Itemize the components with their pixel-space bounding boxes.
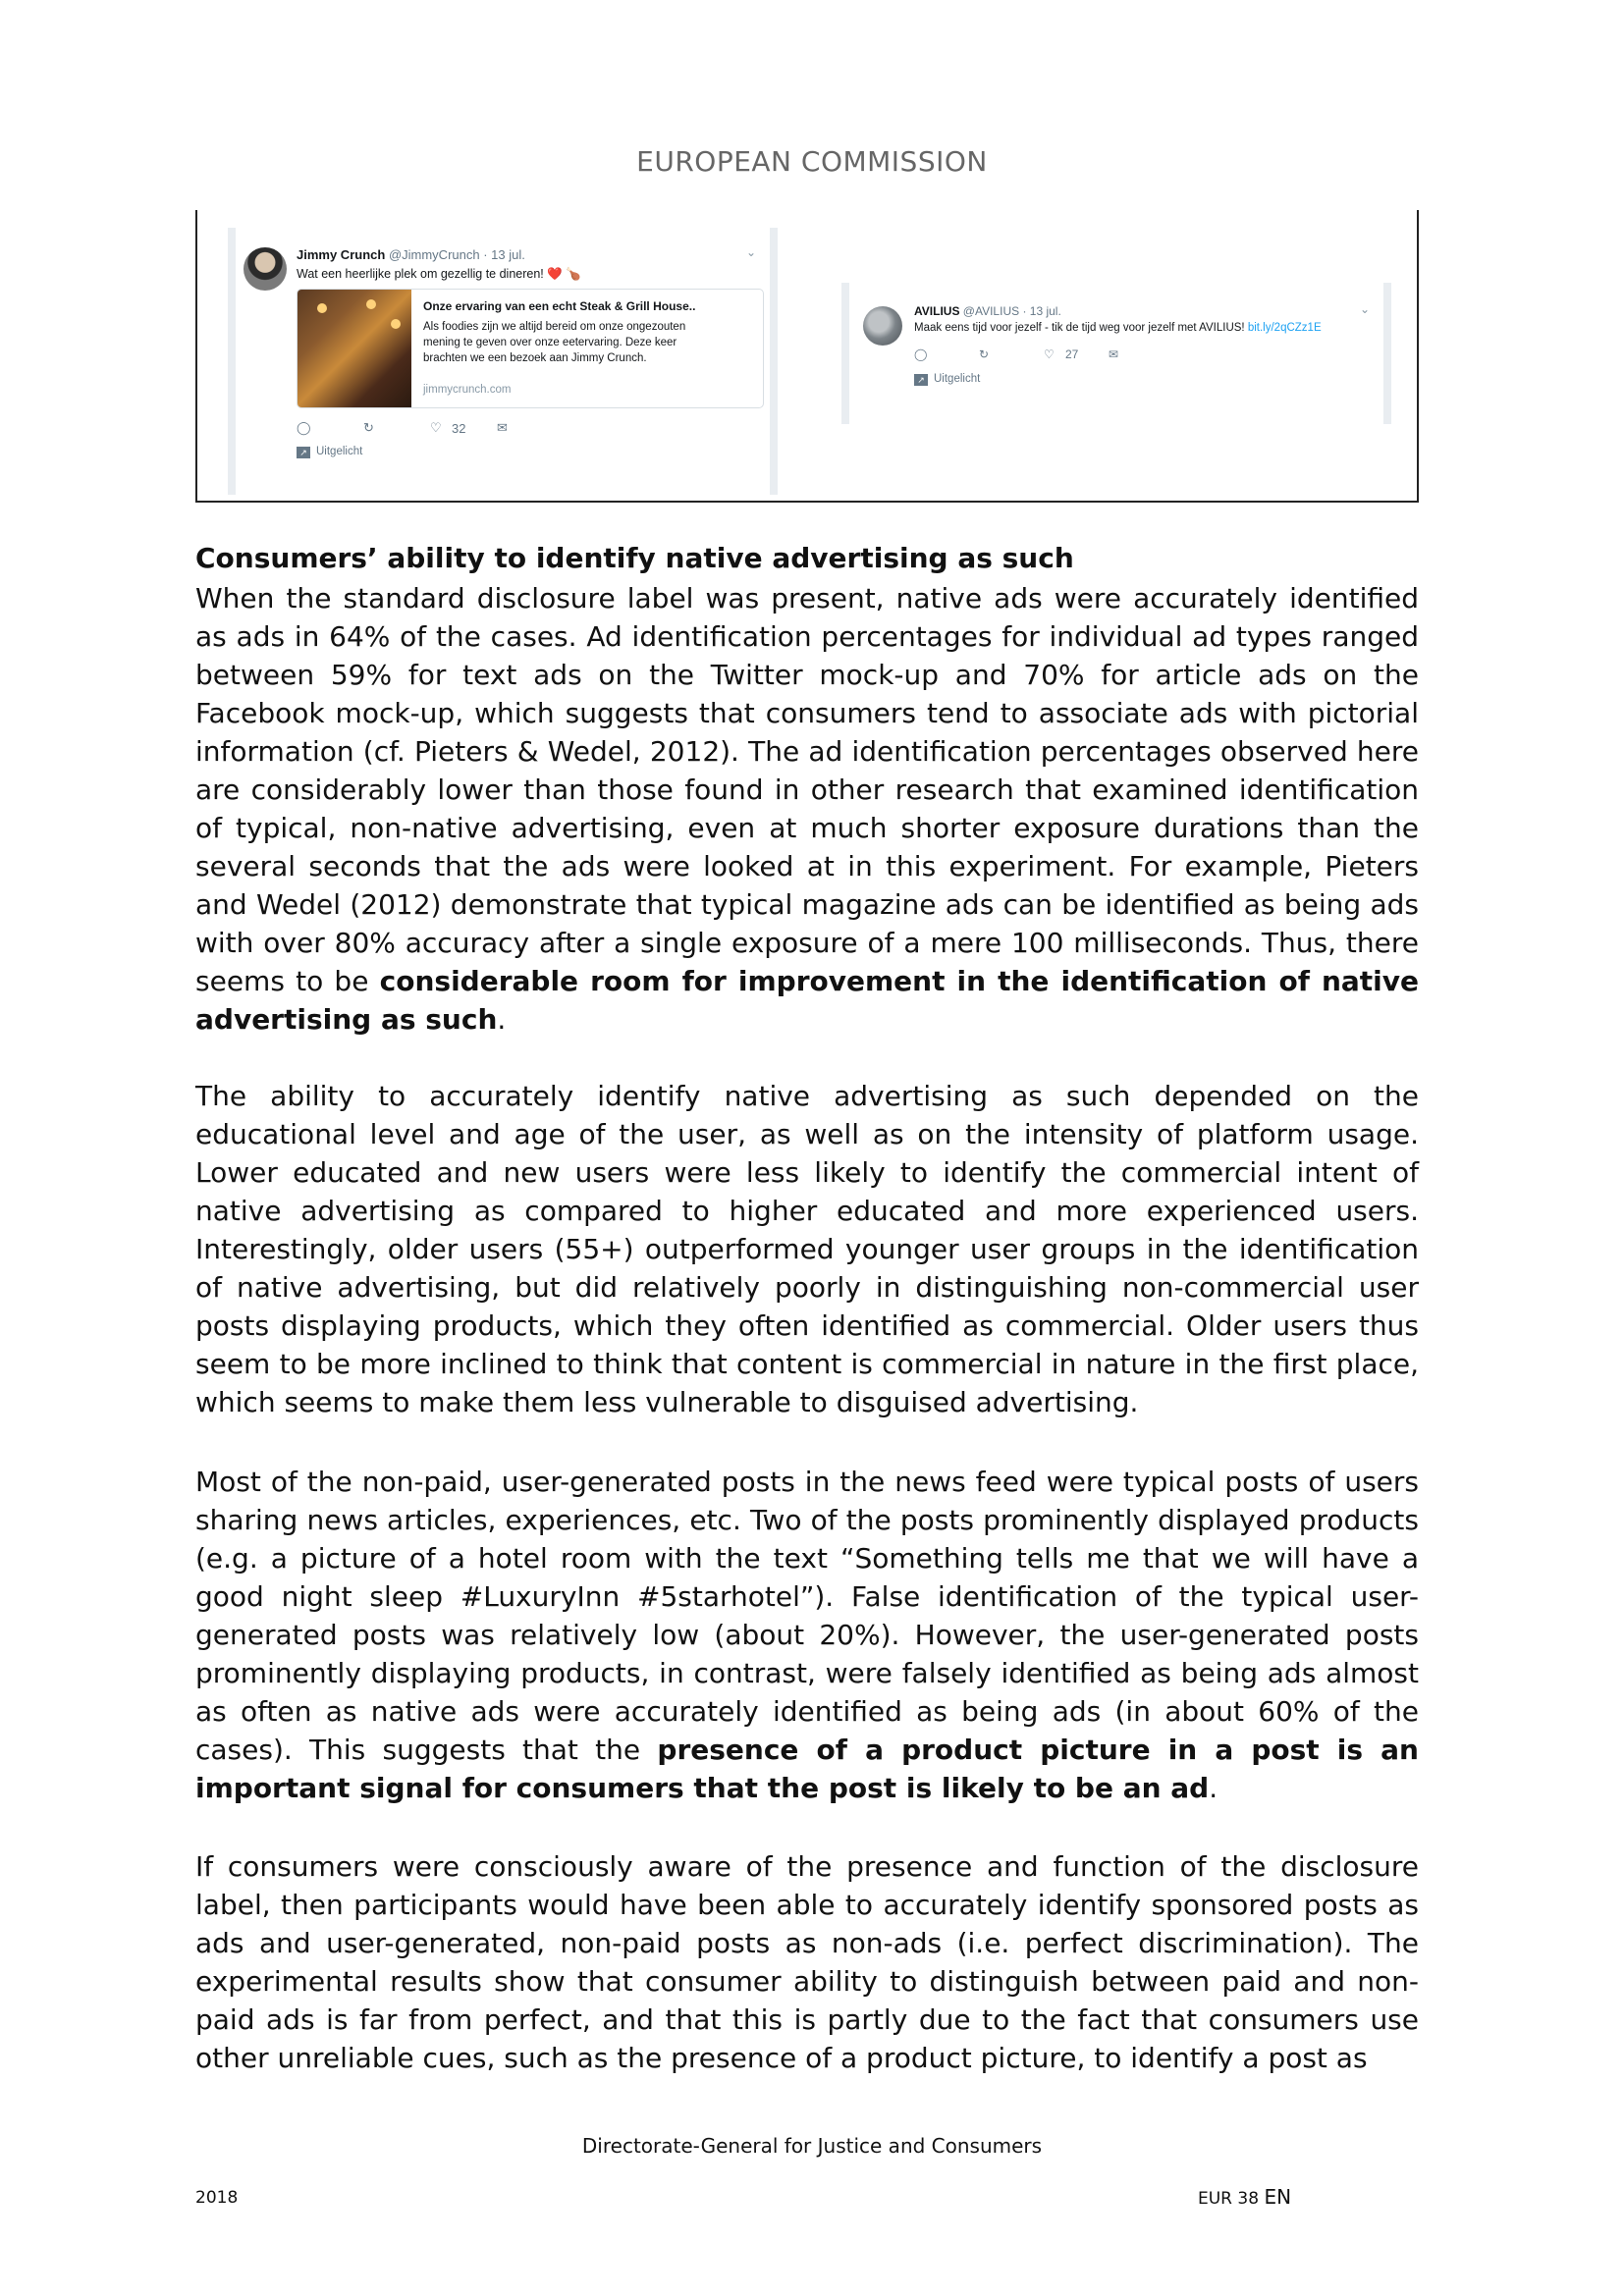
paragraph-4: If consumers were consciously aware of the presence and function of the disclosure label, then participants would have been able to accurately identify sponsored posts as ads and user-generated, non-paid posts as non-ads (i.e. perfect discrimination). The experimental results show that consumer ability to distinguish between paid and non-paid ads is far from perfect, and that this is partly due to the fact that consumers use other unreliable cues, such as the presence of a product picture, to identify a post as — [195, 1850, 1419, 2074]
reply-icon[interactable]: ◯ — [297, 420, 311, 435]
footer-report-number: EUR 38 — [1198, 2189, 1260, 2209]
tweet-card-jimmy-crunch — [228, 228, 778, 495]
paragraph-1: When the standard disclosure label was present, native ads were accurately identified as ads in 64% of the cases. Ad identification percentages for individual ad types ranged between 59% for text ads on the Twitter mock-up and 70% for article ads on the Facebook mock-up, which suggests that consumers tend to associate ads with pictorial information (cf. Pieters & Wedel, 2012). The ad identification percentages observed here are considerably lower than those found in other research that examined identification of typical, non-native advertising, even at much shorter exposure durations than the several seconds that the ads were looked at in this experiment. For example, Pieters and Wedel (2012) demonstrate that typical magazine ads can be identified as being ads with over 80% accuracy after a single exposure of a mere 100 milliseconds. Thus, there seems to be considerable room for improvement in the identification of native advertising as such. — [195, 582, 1419, 1036]
tweet-card-avilius — [841, 283, 1391, 424]
promoted-label: ↗ Uitgelicht — [914, 373, 980, 386]
tweet-date: · 13 jul. — [1022, 304, 1061, 318]
retweet-icon[interactable]: ↻ — [979, 347, 990, 361]
footer-year: 2018 — [195, 2188, 239, 2208]
paragraph-3: Most of the non-paid, user-generated posts in the news feed were typical posts of users sharing news articles, experiences, etc. Two of the posts prominently displayed products (e.g. a picture of a hotel room with the text “Something tells me that we will have a good night sleep #LuxuryInn #5starhotel”). False identification of the typical user-generated posts was relatively low (about 20%). However, the user-generated posts prominently displaying products, in contrast, were falsely identified as being ads almost as often as native ads were accurately identified as being ads (in about 60% of the cases). This suggests that the presence of a product picture in a post is an important signal for consumers that the post is likely to be an ad. — [195, 1466, 1419, 1804]
avatar — [863, 306, 902, 346]
tweet-text: Maak eens tijd voor jezelf - tik de tijd weg voor jezelf met AVILIUS! bit.ly/2qCZz1E — [914, 322, 1322, 334]
message-icon[interactable]: ✉ — [1109, 347, 1119, 361]
tweet-handle: @AVILIUS — [962, 304, 1020, 318]
reply-icon[interactable]: ◯ — [914, 347, 928, 361]
avatar — [244, 247, 287, 291]
promoted-icon: ↗ — [297, 447, 310, 458]
tweet-author: Jimmy Crunch — [297, 247, 386, 262]
tweet-header — [914, 304, 1061, 318]
footer-language: EN — [1264, 2185, 1292, 2209]
tweet-actions — [914, 347, 1118, 361]
tweet-body — [849, 283, 1383, 424]
footer-directorate: Directorate-General for Justice and Consumers — [581, 2134, 1043, 2158]
tweet-link[interactable]: bit.ly/2qCZz1E — [1247, 322, 1322, 334]
tweet-screenshots-figure — [195, 210, 1419, 503]
restaurant-photo — [298, 290, 411, 407]
like-icon[interactable]: ♡ — [430, 420, 442, 435]
section-heading: Consumers’ ability to identify native advertising as such — [195, 542, 1074, 574]
chevron-down-icon[interactable]: ⌄ — [1359, 302, 1370, 316]
tweet-body — [236, 228, 770, 495]
tweet-author: AVILIUS — [914, 304, 960, 318]
promoted-label: ↗ Uitgelicht — [297, 446, 362, 458]
tweet-date: · 13 jul. — [483, 247, 525, 262]
footer-reference — [1198, 2185, 1291, 2209]
card-title: Onze ervaring van een echt Steak & Grill House.. — [423, 299, 696, 313]
card-url: jimmycrunch.com — [423, 384, 512, 396]
tweet-text: Wat een heerlijke plek om gezellig te dineren! ❤️ 🍗 — [297, 267, 581, 281]
tweet-actions — [297, 420, 508, 436]
retweet-icon[interactable]: ↻ — [363, 420, 374, 435]
promoted-icon: ↗ — [914, 374, 928, 386]
page-header: EUROPEAN COMMISSION — [636, 145, 988, 178]
message-icon[interactable]: ✉ — [497, 420, 508, 435]
link-card[interactable] — [297, 289, 764, 408]
like-count: 27 — [1065, 347, 1079, 361]
like-icon[interactable]: ♡ — [1044, 347, 1055, 361]
tweet-header — [297, 247, 525, 262]
like-count: 32 — [452, 420, 466, 436]
card-description: Als foodies zijn we altijd bereid om onze ongezouten mening te geven over onze eetervaring. Deze keer brachten we een bezoek aan Jimmy Crunch. — [423, 321, 686, 364]
paragraph-2: The ability to accurately identify native advertising as such depended on the educational level and age of the user, as well as on the intensity of platform usage. Lower educated and new users were less likely to identify the commercial intent of native advertising as compared to higher educated and more experienced users. Interestingly, older users (55+) outperformed younger user groups in the identification of native advertising, but did relatively poorly in distinguishing non-commercial user posts displaying products, which they often identified as commercial. Older users thus seem to be more inclined to think that content is commercial in nature in the first place, which seems to make them less vulnerable to disguised advertising. — [195, 1080, 1419, 1418]
chevron-down-icon[interactable]: ⌄ — [745, 245, 756, 259]
tweet-handle: @JimmyCrunch — [388, 247, 480, 262]
